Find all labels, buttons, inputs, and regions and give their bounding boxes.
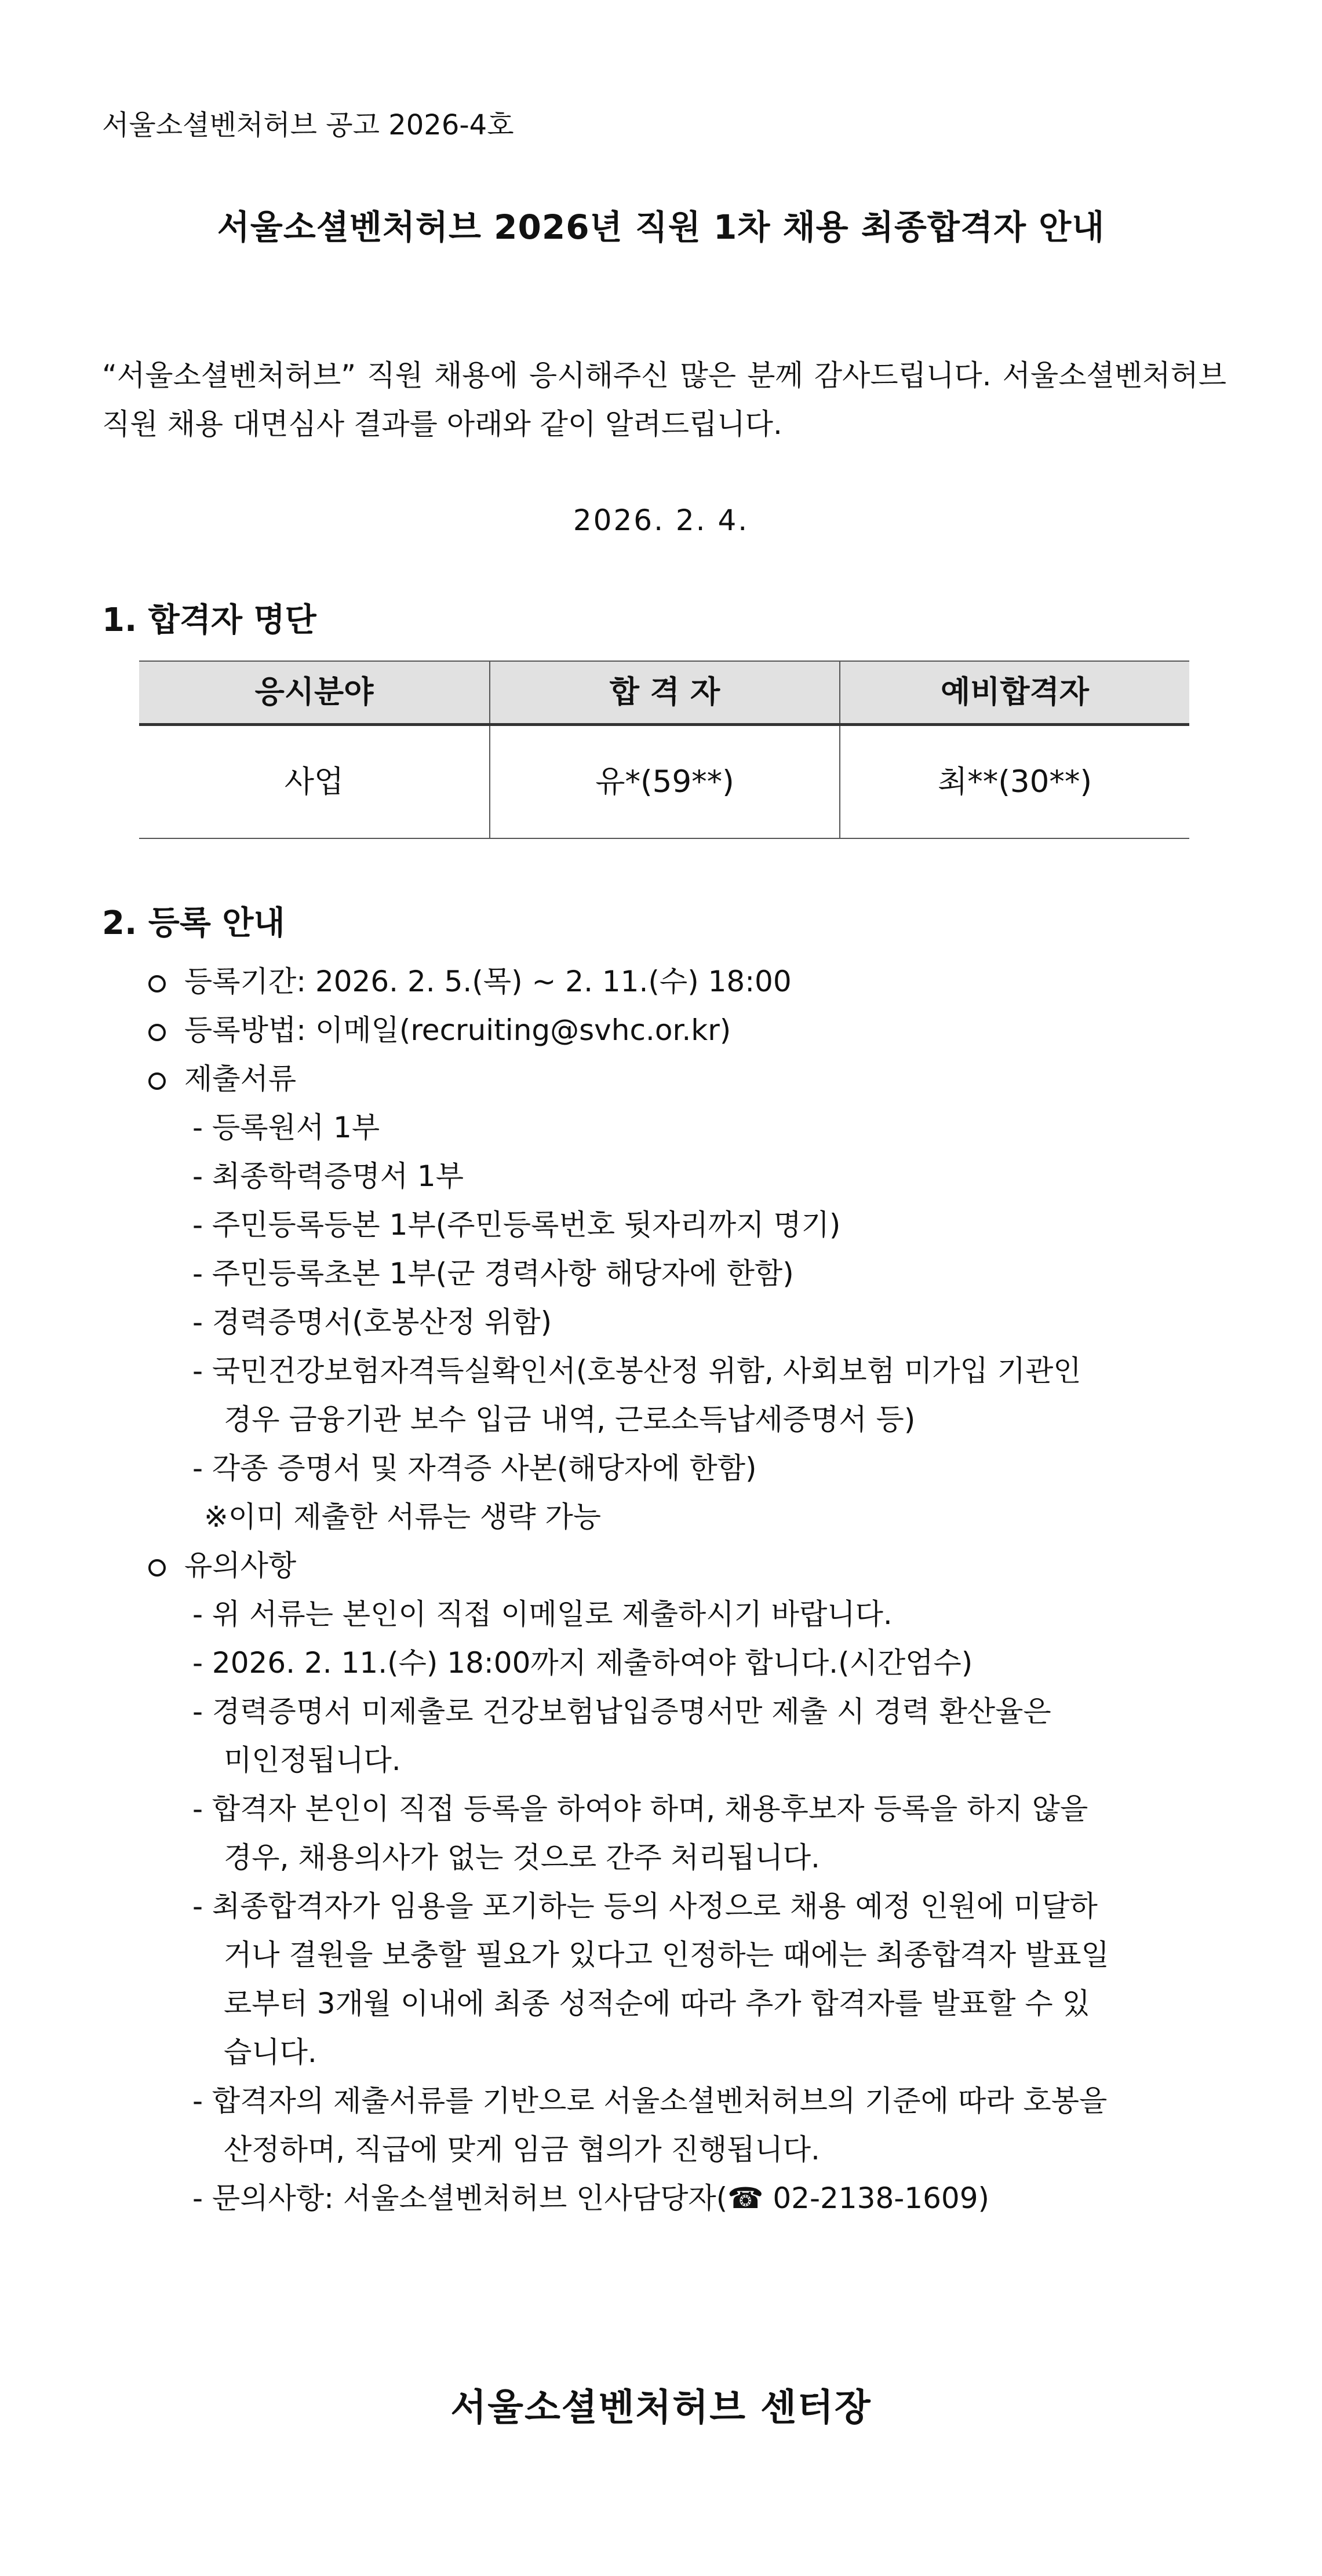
method-text: 등록방법: 이메일(recruiting@svhc.or.kr) <box>184 1013 731 1047</box>
caution-item: - 합격자의 제출서류를 기반으로 서울소셜벤처허브의 기준에 따라 호봉을 <box>192 2084 1108 2118</box>
document-title: 서울소셜벤처허브 2026년 직원 1차 채용 최종합격자 안내 <box>217 207 1105 247</box>
doc-item: - 국민건강보험자격득실확인서(호봉산정 위함, 사회보험 미가입 기관인 <box>192 1354 1081 1388</box>
table-header-field: 응시분야 <box>254 674 374 710</box>
caution-item-continuation: 로부터 3개월 이내에 최종 성적순에 따라 추가 합격자를 발표할 수 있 <box>224 1987 1090 2020</box>
section-heading-registration: 2. 등록 안내 <box>102 904 285 942</box>
bullet-docs <box>148 1061 296 1096</box>
table-row <box>139 726 1189 839</box>
caution-item: - 2026. 2. 11.(수) 18:00까지 제출하여야 합니다.(시간엄수) <box>192 1646 973 1680</box>
doc-item-continuation: 경우 금융기관 보수 입금 내역, 근로소득납세증명서 등) <box>224 1403 916 1436</box>
caution-item-contact: - 문의사항: 서울소셜벤처허브 인사담당자(☎ 02-2138-1609) <box>192 2181 990 2215</box>
period-text: 등록기간: 2026. 2. 5.(목) ~ 2. 11.(수) 18:00 <box>184 965 792 998</box>
doc-item: - 각종 증명서 및 자격증 사본(해당자에 한함) <box>192 1451 757 1485</box>
table-header-reserve: 예비합격자 <box>839 662 1189 723</box>
caution-item-continuation: 거나 결원을 보충할 필요가 있다고 인정하는 때에는 최종합격자 발표일 <box>224 1938 1109 1972</box>
table-cell-field: 사업 <box>284 764 344 800</box>
caution-item: - 경력증명서 미제출로 건강보험납입증명서만 제출 시 경력 환산율은 <box>192 1695 1051 1728</box>
circle-bullet-icon <box>148 975 166 993</box>
doc-item: - 최종학력증명서 1부 <box>192 1159 464 1193</box>
doc-item: - 주민등록등본 1부(주민등록번호 뒷자리까지 명기) <box>192 1208 841 1242</box>
notice-number: 서울소셜벤처허브 공고 2026-4호 <box>102 109 514 141</box>
doc-item: - 경력증명서(호봉산정 위함) <box>192 1305 552 1339</box>
doc-item: - 등록원서 1부 <box>192 1111 380 1144</box>
signature: 서울소셜벤처허브 센터장 <box>450 2387 872 2429</box>
table-header-row <box>139 661 1189 726</box>
caution-heading: 유의사항 <box>184 1549 297 1582</box>
bullet-cautions <box>148 1548 296 1583</box>
caution-item: - 최종합격자가 임용을 포기하는 등의 사정으로 채용 예정 인원에 미달하 <box>192 1889 1098 1923</box>
table-cell-reserve: 최**(30**) <box>839 726 1189 838</box>
passers-table <box>139 661 1189 839</box>
doc-item: - 주민등록초본 1부(군 경력사항 해당자에 한함) <box>192 1257 794 1290</box>
docs-heading: 제출서류 <box>184 1062 297 1096</box>
circle-bullet-icon <box>148 1024 166 1041</box>
table-cell-passer: 유*(59**) <box>489 726 839 838</box>
circle-bullet-icon <box>148 1072 166 1090</box>
caution-item-continuation: 미인정됩니다. <box>224 1743 401 1777</box>
bullet-period <box>148 964 792 999</box>
table-header-passer: 합 격 자 <box>489 662 839 723</box>
caution-item: - 위 서류는 본인이 직접 이메일로 제출하시기 바랍니다. <box>192 1597 893 1631</box>
caution-item-continuation: 산정하며, 직급에 맞게 임금 협의가 진행됩니다. <box>224 2133 820 2166</box>
intro-paragraph: “서울소셜벤처허브” 직원 채용에 응시해주신 많은 분께 감사드립니다. 서울소셜벤처허브 직원 채용 대면심사 결과를 아래와 같이 알려드립니다. <box>102 359 1226 441</box>
caution-item-continuation: 습니다. <box>224 2035 317 2069</box>
section-heading-passers: 1. 합격자 명단 <box>102 601 316 639</box>
bullet-method <box>148 1013 731 1048</box>
caution-item: - 합격자 본인이 직접 등록을 하여야 하며, 채용후보자 등록을 하지 않을 <box>192 1792 1088 1826</box>
caution-item-continuation: 경우, 채용의사가 없는 것으로 간주 처리됩니다. <box>224 1841 820 1874</box>
docs-note: ※이미 제출한 서류는 생략 가능 <box>204 1500 602 1534</box>
notice-date: 2026. 2. 4. <box>573 503 749 537</box>
circle-bullet-icon <box>148 1559 166 1577</box>
